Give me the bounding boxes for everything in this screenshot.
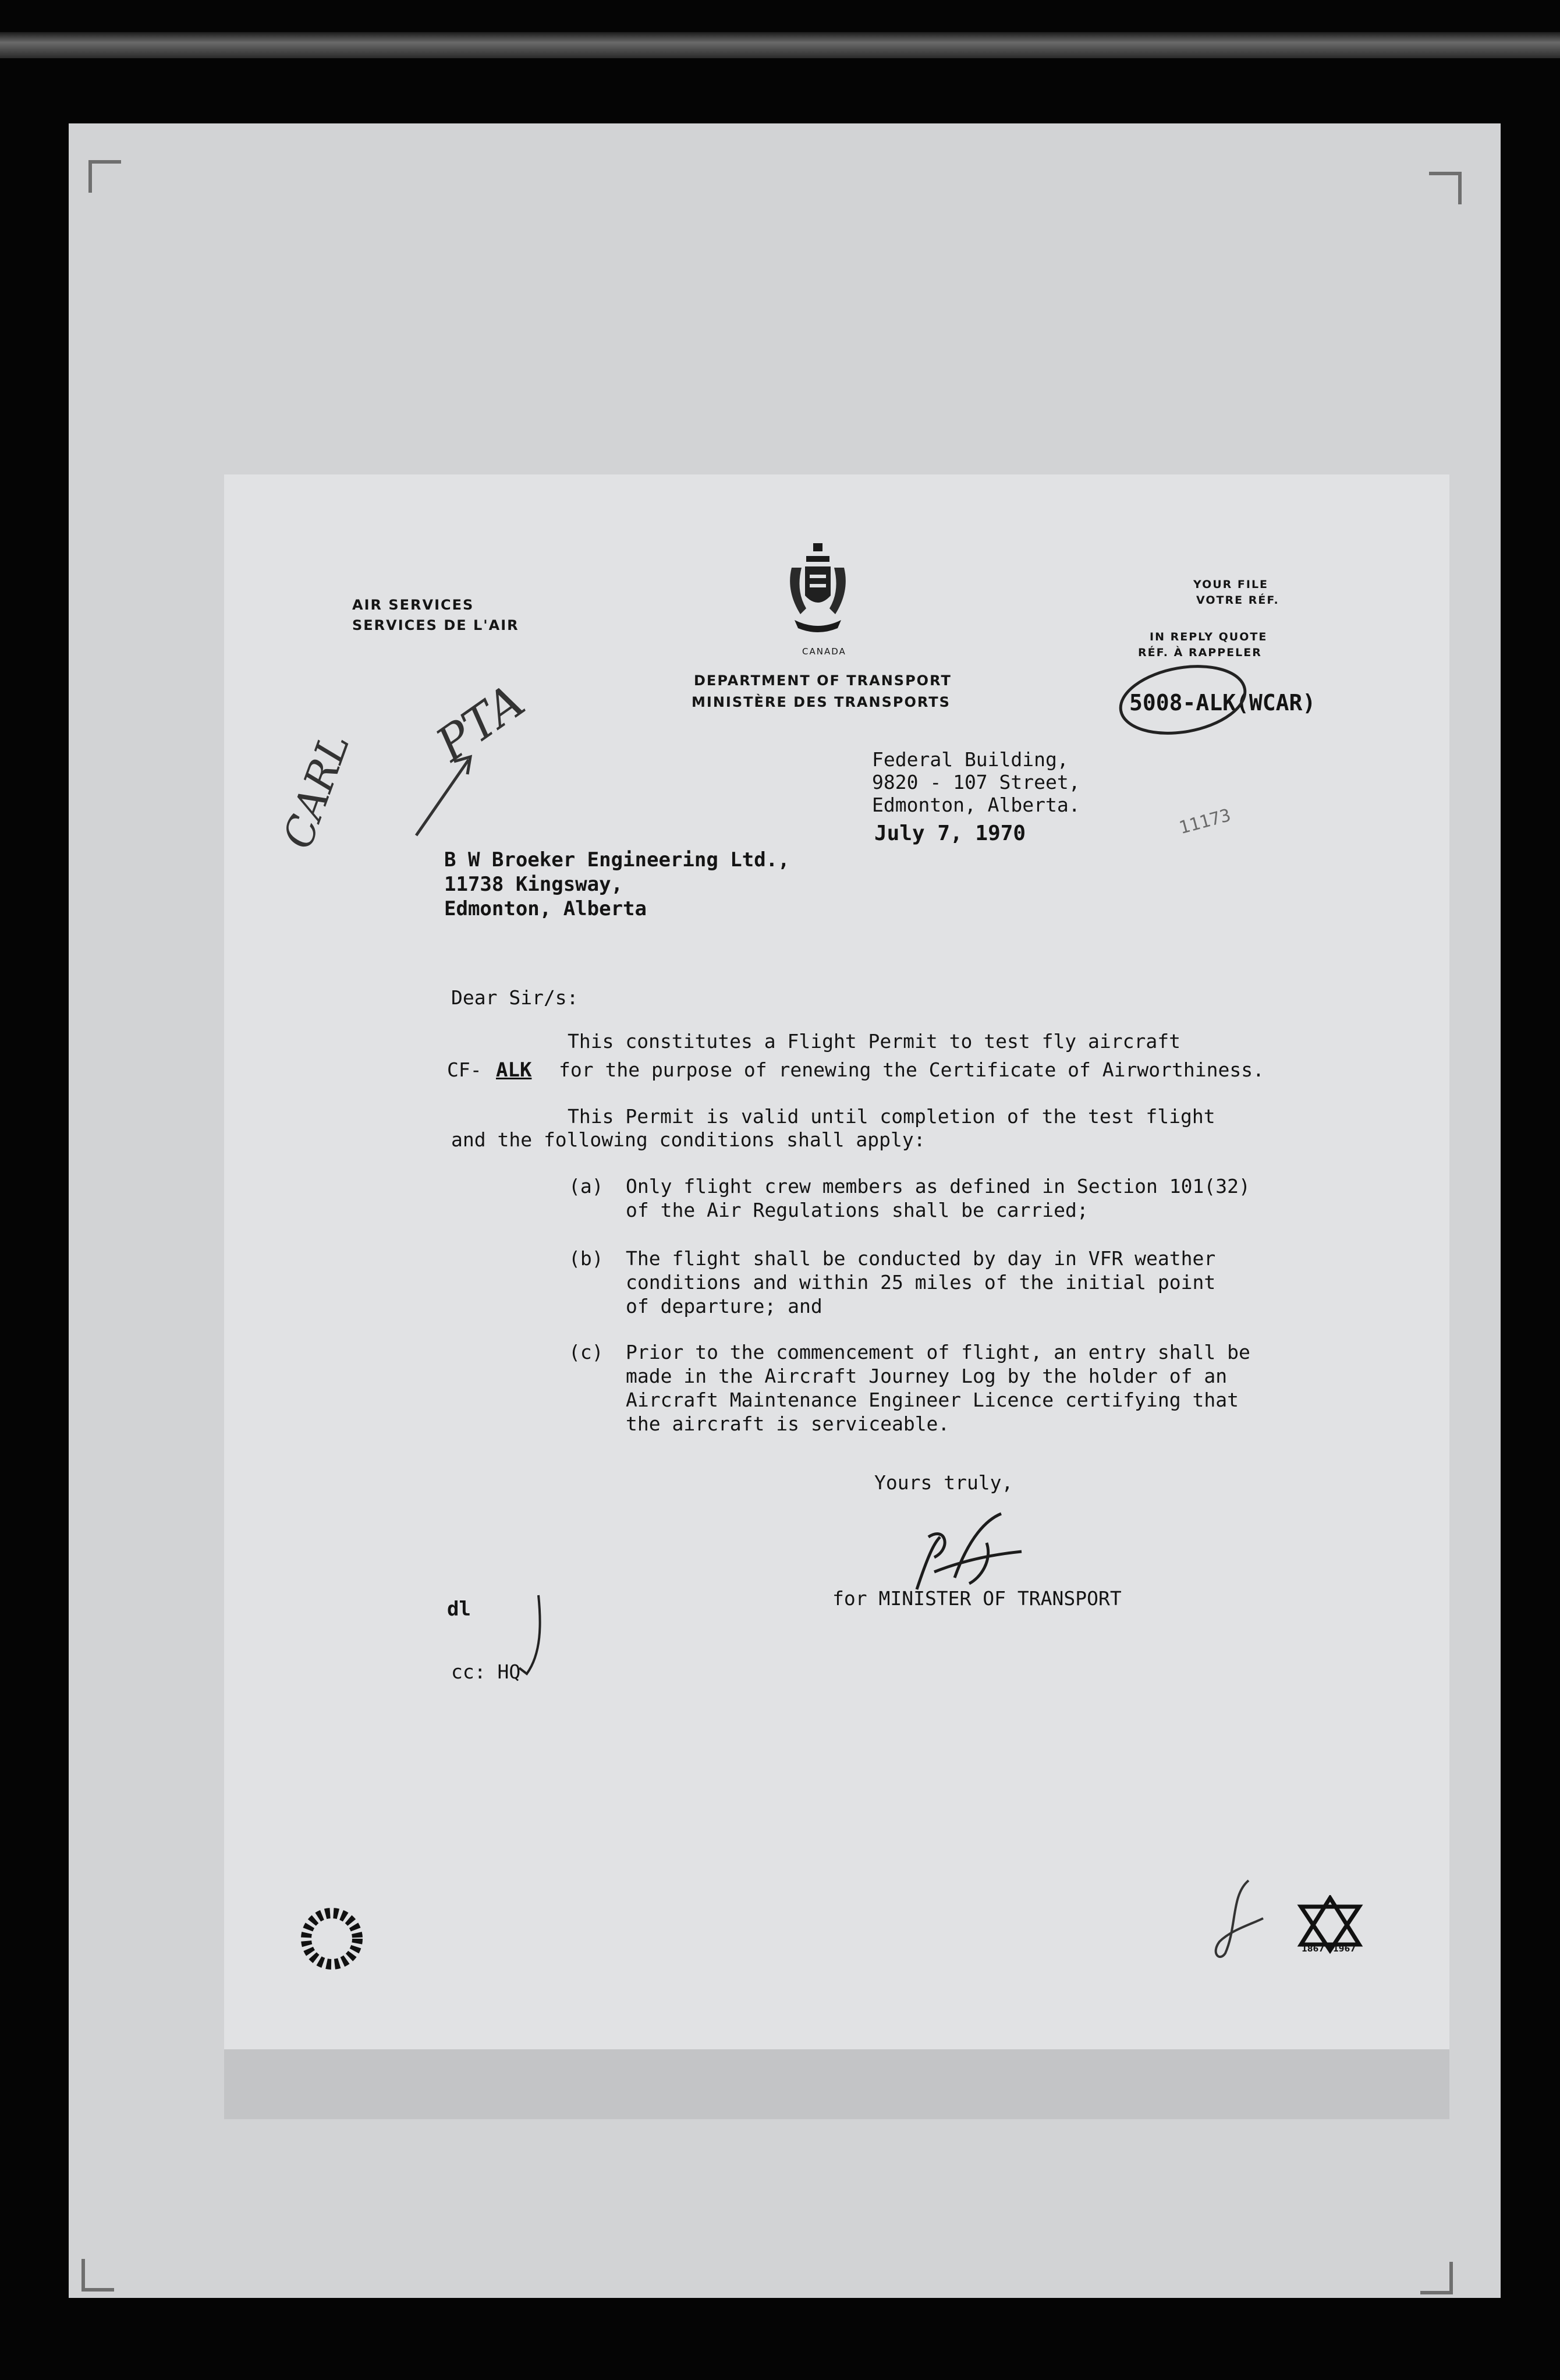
department-en: DEPARTMENT OF TRANSPORT xyxy=(694,672,952,689)
registration-prefix: CF- xyxy=(447,1058,482,1081)
crop-mark-top-right xyxy=(1429,172,1462,204)
condition-c-label: (c) xyxy=(569,1341,604,1363)
condition-b-line-2: conditions and within 25 miles of the initial point xyxy=(626,1271,1216,1294)
canada-coat-of-arms-icon xyxy=(783,539,853,643)
condition-b-line-1: The flight shall be conducted by day in VFR weather xyxy=(626,1247,1216,1270)
handwritten-mark xyxy=(1208,1872,1272,1965)
signature-line: for MINISTER OF TRANSPORT xyxy=(832,1587,1122,1610)
closing: Yours truly, xyxy=(874,1471,1013,1494)
your-file-fr: VOTRE RÉF. xyxy=(1196,594,1279,607)
stamp-number: 11173 xyxy=(1176,805,1233,839)
sender-address-line-3: Edmonton, Alberta. xyxy=(872,794,1080,816)
file-reference: 5008-ALK(WCAR) xyxy=(1129,690,1316,716)
condition-c-line-4: the aircraft is serviceable. xyxy=(626,1412,950,1435)
condition-a-line-2: of the Air Regulations shall be carried; xyxy=(626,1199,1089,1221)
handwritten-check-mark xyxy=(512,1589,553,1683)
registration-mark: ALK xyxy=(496,1058,532,1082)
file-ref-circle xyxy=(1100,646,1269,739)
para2-line-2: and the following conditions shall apply: xyxy=(451,1128,926,1151)
condition-c-line-3: Aircraft Maintenance Engineer Licence certifying that xyxy=(626,1389,1239,1411)
para2-line-1: This Permit is valid until completion of the test flight xyxy=(568,1105,1215,1128)
salutation: Dear Sir/s: xyxy=(451,986,579,1009)
recipient-line-3: Edmonton, Alberta xyxy=(444,897,647,920)
condition-a-label: (a) xyxy=(569,1175,604,1198)
handwritten-routing: PTA xyxy=(426,674,534,772)
film-edge-strip xyxy=(0,32,1560,58)
condition-b-line-3: of departure; and xyxy=(626,1295,822,1318)
sender-address-line-2: 9820 - 107 Street, xyxy=(872,771,1080,794)
letter-date: July 7, 1970 xyxy=(874,821,1026,845)
recipient-line-1: B W Broeker Engineering Ltd., xyxy=(444,848,790,872)
reply-quote-en: IN REPLY QUOTE xyxy=(1150,631,1268,643)
carbon-copy: cc: HQ xyxy=(451,1660,521,1683)
condition-c-line-2: made in the Aircraft Journey Log by the holder of an xyxy=(626,1365,1228,1387)
air-services-en: AIR SERVICES xyxy=(352,597,474,613)
reply-quote-fr: RÉF. À RAPPELER xyxy=(1138,646,1262,659)
typist-initials: dl xyxy=(447,1598,471,1621)
air-services-fr: SERVICES DE L'AIR xyxy=(352,617,519,633)
centennial-year-2: 1967 xyxy=(1333,1945,1356,1954)
para1-line-1: This constitutes a Flight Permit to test fly aircraft xyxy=(568,1030,1180,1053)
recipient-line-2: 11738 Kingsway, xyxy=(444,873,623,896)
sender-address-line-1: Federal Building, xyxy=(872,748,1069,771)
handwritten-note: CARL xyxy=(274,727,359,855)
country-label: CANADA xyxy=(802,646,846,657)
page-shadow xyxy=(224,2049,1449,2119)
condition-c-line-1: Prior to the commencement of flight, an entry shall be xyxy=(626,1341,1250,1363)
condition-b-label: (b) xyxy=(569,1247,604,1270)
crop-mark-bottom-left xyxy=(81,2259,114,2292)
crop-mark-top-left xyxy=(88,160,121,193)
crop-mark-bottom-right xyxy=(1420,2262,1453,2294)
department-fr: MINISTÈRE DES TRANSPORTS xyxy=(692,694,951,710)
condition-a-line-1: Only flight crew members as defined in Section 101(32) xyxy=(626,1175,1250,1198)
your-file-en: YOUR FILE xyxy=(1193,578,1269,591)
centennial-year-1: 1867 xyxy=(1302,1945,1324,1954)
wreath-emblem-icon xyxy=(294,1901,370,1977)
para1-line-2: for the purpose of renewing the Certificate of Airworthiness. xyxy=(559,1058,1264,1081)
